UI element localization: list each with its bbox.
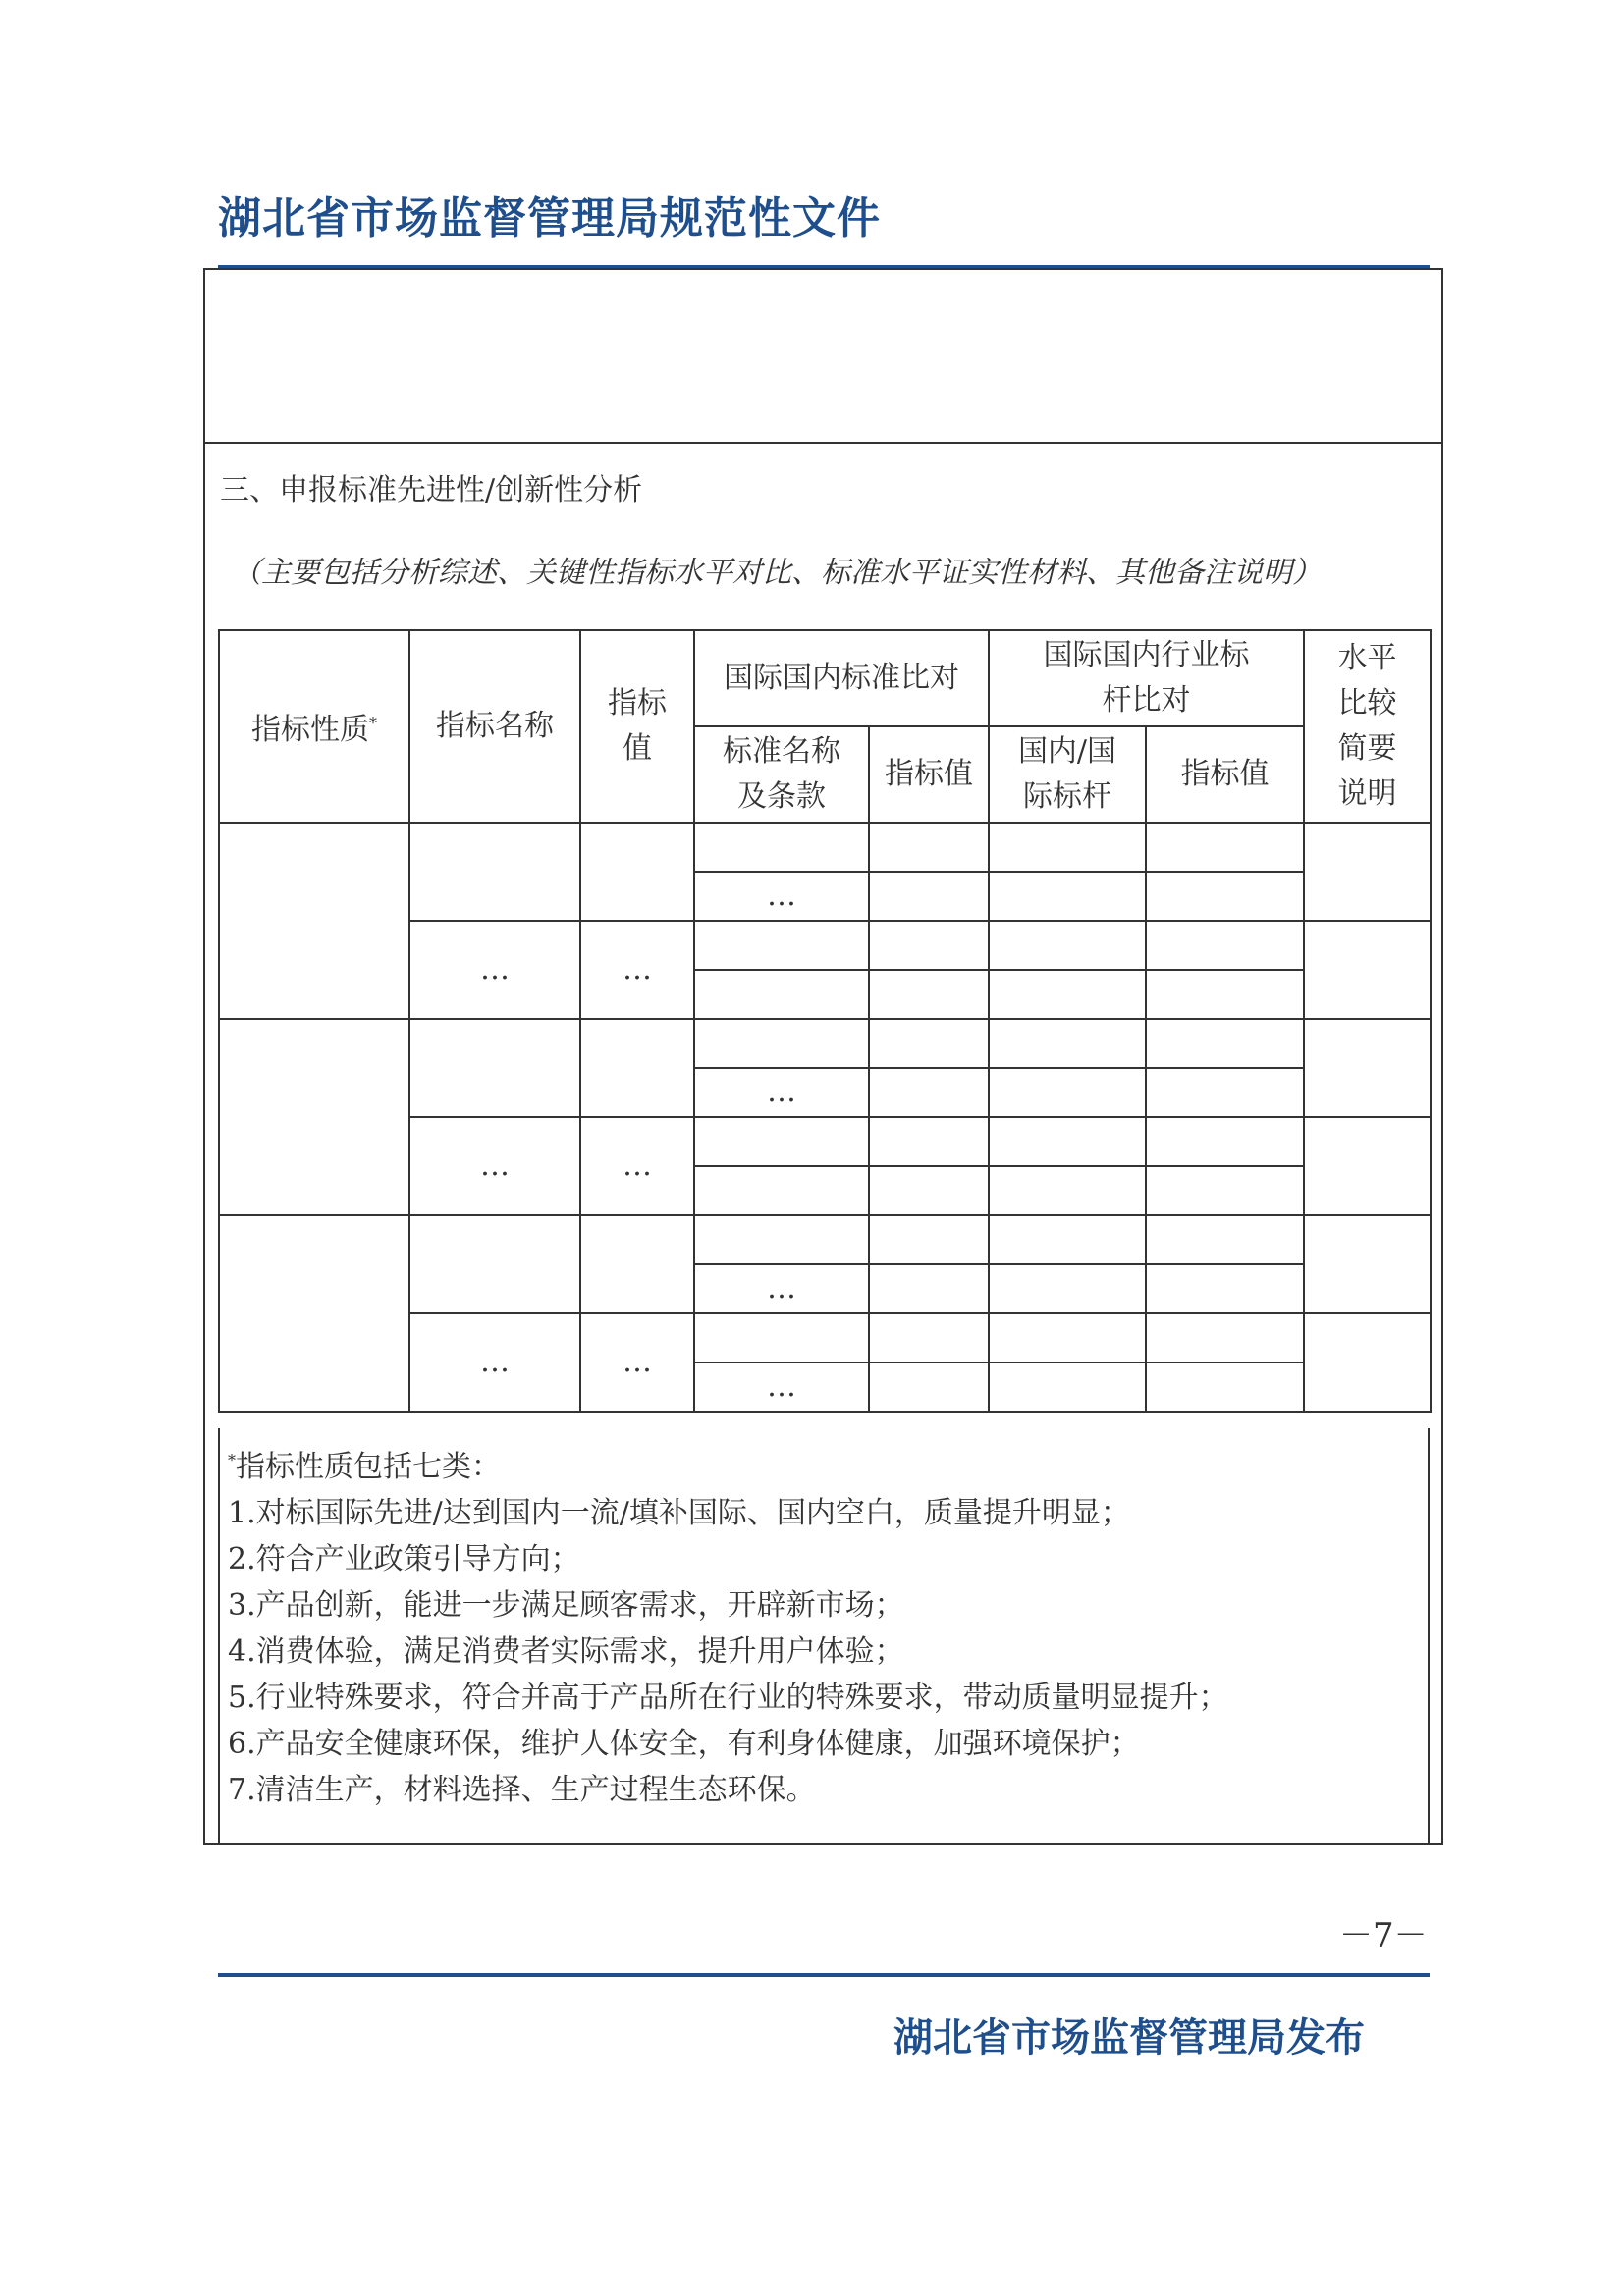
cell-benchmark-value[interactable] (1146, 970, 1304, 1019)
cell-level-comparison[interactable] (1304, 823, 1431, 921)
cell-benchmark-value[interactable] (1146, 1313, 1304, 1362)
cell-standard-value[interactable] (869, 1068, 989, 1117)
indicator-nature-notes (218, 1428, 1430, 1845)
cell-standard-value[interactable] (869, 1019, 989, 1068)
notes-item: 1.对标国际先进/达到国内一流/填补国际、国内空白，质量提升明显； (228, 1496, 1130, 1530)
cell-benchmark-value[interactable] (1146, 1166, 1304, 1215)
cell-benchmark[interactable] (989, 823, 1146, 872)
header-indicator-value: 指标值 (580, 630, 694, 823)
cell-standard-value[interactable] (869, 1264, 989, 1313)
cell-standard-name[interactable] (694, 1313, 869, 1362)
cell-level-comparison[interactable] (1304, 921, 1431, 1019)
cell-indicator-value[interactable] (580, 1019, 694, 1117)
cell-benchmark-value[interactable] (1146, 1215, 1304, 1264)
cell-indicator-nature[interactable] (219, 1019, 409, 1215)
cell-standard-name[interactable] (694, 970, 869, 1019)
notes-intro: *指标性质包括七类： (228, 1450, 501, 1484)
notes-item: 3.产品创新，能进一步满足顾客需求，开辟新市场； (228, 1588, 904, 1623)
cell-level-comparison[interactable] (1304, 1019, 1431, 1117)
notes-item: 6.产品安全健康环保，维护人体安全，有利身体健康，加强环境保护； (228, 1727, 1140, 1761)
header-intl-domestic-benchmark: 国际国内行业标杆比对 (989, 630, 1304, 726)
cell-standard-value[interactable] (869, 872, 989, 921)
cell-level-comparison[interactable] (1304, 1215, 1431, 1313)
cell-benchmark[interactable] (989, 921, 1146, 970)
header-standard-name: 标准名称及条款 (694, 726, 869, 823)
cell-standard-value[interactable] (869, 970, 989, 1019)
cell-standard-name[interactable]: … (694, 1068, 869, 1117)
cell-benchmark[interactable] (989, 872, 1146, 921)
cell-standard-value[interactable] (869, 1117, 989, 1166)
cell-indicator-name[interactable] (409, 1215, 580, 1313)
cell-benchmark-value[interactable] (1146, 1117, 1304, 1166)
cell-benchmark-value[interactable] (1146, 1019, 1304, 1068)
cell-indicator-value[interactable] (580, 823, 694, 921)
cell-indicator-value[interactable]: … (580, 1313, 694, 1412)
cell-standard-value[interactable] (869, 1166, 989, 1215)
cell-indicator-name[interactable]: … (409, 921, 580, 1019)
cell-standard-name[interactable] (694, 1019, 869, 1068)
cell-benchmark[interactable] (989, 970, 1146, 1019)
cell-standard-name[interactable] (694, 1215, 869, 1264)
footer-publisher: 湖北省市场监督管理局发布 (893, 2015, 1365, 2060)
page-number: －7－ (1339, 1916, 1428, 1955)
cell-standard-value[interactable] (869, 1362, 989, 1412)
cell-benchmark[interactable] (989, 1264, 1146, 1313)
form-section-divider (203, 442, 1443, 444)
header-indicator-name: 指标名称 (409, 630, 580, 823)
cell-standard-name[interactable] (694, 1166, 869, 1215)
notes-item: 4.消费体验，满足消费者实际需求，提升用户体验； (228, 1634, 904, 1669)
cell-benchmark-value[interactable] (1146, 921, 1304, 970)
cell-standard-value[interactable] (869, 823, 989, 872)
cell-standard-name[interactable] (694, 921, 869, 970)
cell-indicator-nature[interactable] (219, 1215, 409, 1412)
footer-rule (218, 1973, 1430, 1977)
cell-indicator-name[interactable]: … (409, 1117, 580, 1215)
cell-indicator-name[interactable]: … (409, 1313, 580, 1412)
header-benchmark-indicator-value: 指标值 (1146, 726, 1304, 823)
section-heading: 三、申报标准先进性/创新性分析 (220, 473, 643, 507)
notes-item: 2.符合产业政策引导方向； (228, 1542, 580, 1576)
document-header-title: 湖北省市场监督管理局规范性文件 (218, 193, 881, 243)
cell-indicator-value[interactable] (580, 1215, 694, 1313)
cell-benchmark-value[interactable] (1146, 872, 1304, 921)
cell-indicator-value[interactable]: … (580, 921, 694, 1019)
section-note: （主要包括分析综述、关键性指标水平对比、标准水平证实性材料、其他备注说明） (232, 556, 1322, 590)
cell-benchmark-value[interactable] (1146, 823, 1304, 872)
cell-benchmark[interactable] (989, 1117, 1146, 1166)
notes-item: 5.行业特殊要求，符合并高于产品所在行业的特殊要求，带动质量明显提升； (228, 1681, 1228, 1715)
cell-level-comparison[interactable] (1304, 1117, 1431, 1215)
notes-item: 7.清洁生产，材料选择、生产过程生态环保。 (228, 1773, 816, 1807)
cell-standard-value[interactable] (869, 1313, 989, 1362)
cell-standard-value[interactable] (869, 921, 989, 970)
cell-benchmark[interactable] (989, 1313, 1146, 1362)
cell-standard-value[interactable] (869, 1215, 989, 1264)
comparison-table (218, 629, 1432, 1413)
cell-standard-name[interactable]: … (694, 1264, 869, 1313)
cell-indicator-name[interactable] (409, 1019, 580, 1117)
cell-benchmark[interactable] (989, 1215, 1146, 1264)
cell-benchmark-value[interactable] (1146, 1068, 1304, 1117)
cell-benchmark-value[interactable] (1146, 1362, 1304, 1412)
cell-standard-name[interactable] (694, 1117, 869, 1166)
cell-indicator-value[interactable]: … (580, 1117, 694, 1215)
cell-standard-name[interactable]: … (694, 872, 869, 921)
header-level-comparison: 水平比较简要说明 (1304, 630, 1431, 823)
cell-level-comparison[interactable] (1304, 1313, 1431, 1412)
cell-benchmark-value[interactable] (1146, 1264, 1304, 1313)
header-intl-domestic-standard: 国际国内标准比对 (694, 630, 989, 726)
header-standard-indicator-value: 指标值 (869, 726, 989, 823)
cell-standard-name[interactable] (694, 823, 869, 872)
header-benchmark: 国内/国际标杆 (989, 726, 1146, 823)
cell-indicator-nature[interactable] (219, 823, 409, 1019)
cell-benchmark[interactable] (989, 1019, 1146, 1068)
cell-indicator-name[interactable] (409, 823, 580, 921)
cell-benchmark[interactable] (989, 1362, 1146, 1412)
cell-standard-name[interactable]: … (694, 1362, 869, 1412)
cell-benchmark[interactable] (989, 1166, 1146, 1215)
cell-benchmark[interactable] (989, 1068, 1146, 1117)
header-indicator-nature: 指标性质* (219, 630, 409, 823)
